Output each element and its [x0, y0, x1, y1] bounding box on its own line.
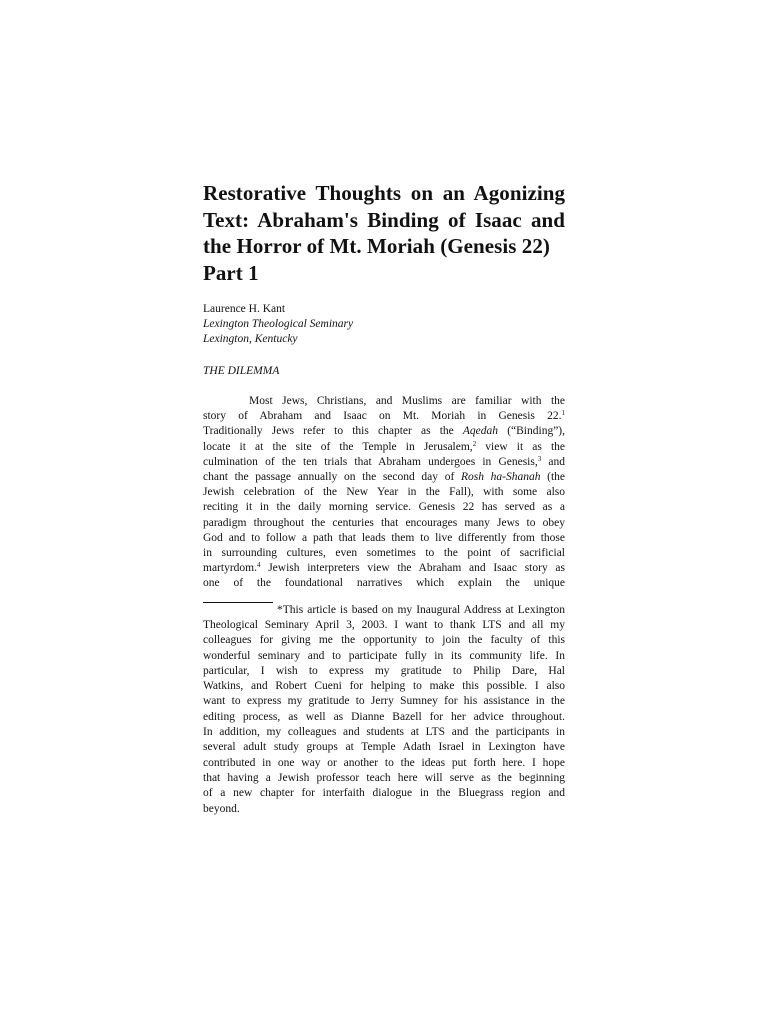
body-line: in surrounding cultures, even sometimes to the point of sacrificial [203, 547, 565, 560]
footnote-line: colleagues for giving me the opportunity to join the faculty of this [203, 634, 565, 647]
body-text-run: and [541, 455, 565, 468]
title-line: Part 1 [203, 260, 259, 285]
footnote-line: wonderful seminary and to participate fully in its community life. In [203, 649, 565, 662]
body-text-run: locate it at the site of the Temple in Jerusalem, [203, 440, 473, 453]
footnote-line: particular, I wish to express my gratitude to Philip Dare, Hal [203, 664, 565, 677]
body-line [203, 455, 565, 470]
footnote-line: beyond. [203, 802, 240, 815]
footnote-ref[interactable]: 3 [537, 454, 542, 463]
body-line: Jewish celebration of the New Year in the Fall), with some also [203, 486, 565, 499]
body-line [203, 394, 565, 409]
footnote-line: that having a Jewish professor teach here will serve as the beginning [203, 771, 565, 784]
body-line: God and to follow a path that leads them to live differently from those [203, 531, 565, 544]
footnote-line: Watkins, and Robert Cueni for helping to make this possible. I also [203, 680, 565, 693]
body-text-run: culmination of the ten trials that Abraham undergoes in Genesis, [203, 455, 538, 468]
body-line: reciting it in the daily morning service. Genesis 22 has served as a [203, 501, 565, 514]
body-line [203, 424, 565, 439]
author-name: Laurence H. Kant [203, 303, 286, 315]
body-text-run: view it as the [476, 440, 565, 453]
footnote-line: *This article is based on my Inaugural Address at Lexington [277, 603, 565, 616]
footnote-line: want to express my gratitude to Jerry Sumney for his assistance in the [203, 695, 565, 708]
footnote-line: contributed in one way or another to the ideas put forth here. I hope [203, 756, 565, 769]
body-line: paradigm throughout the centuries that encourages many Jews to obey [203, 516, 565, 529]
body-line [203, 561, 565, 576]
body-text-run: chant the passage annually on the second day of [203, 471, 461, 484]
title-line: Text: Abraham's Binding of Isaac and [203, 207, 565, 232]
body-text-run: (the [540, 471, 565, 484]
footnote-line: In addition, my colleagues and students at LTS and the participants in [203, 726, 565, 739]
body-text-run: martyrdom. [203, 562, 257, 575]
body-line: one of the foundational narratives which explain the unique [203, 577, 565, 590]
body-text-run: story of Abraham and Isaac on Mt. Moriah in Genesis 22. [203, 410, 562, 423]
body-paragraph [203, 394, 565, 592]
footnote-ref[interactable]: 1 [561, 409, 565, 418]
body-text-run: Jewish interpreters view the Abraham and Isaac story as [260, 562, 565, 575]
article-title [203, 180, 565, 286]
footnote-line: editing process, as well as Dianne Bazell for her advice throughout. [203, 710, 565, 723]
section-heading: THE DILEMMA [203, 365, 280, 377]
body-text-run: Most Jews, Christians, and Muslims are familiar with the [249, 395, 565, 407]
text-column [203, 180, 565, 817]
title-line: the Horror of Mt. Moriah (Genesis 22) [203, 234, 550, 258]
footnote-ref[interactable]: 2 [472, 439, 477, 448]
footnote-line: several adult study groups at Temple Adath Israel in Lexington have [203, 741, 565, 754]
body-text-run: (“Binding”), [498, 425, 565, 438]
author-location: Lexington, Kentucky [203, 333, 298, 345]
body-line [203, 470, 565, 485]
footnote-ref[interactable]: 4 [256, 561, 261, 570]
body-text-run: Traditionally Jews refer to this chapter as the [203, 425, 463, 438]
body-line [203, 440, 565, 455]
term-aqedah: Aqedah [462, 425, 499, 438]
footnote [203, 603, 565, 817]
title-line: Restorative Thoughts on an Agonizing [203, 181, 565, 205]
author-block [203, 302, 565, 347]
author-institution: Lexington Theological Seminary [203, 318, 354, 330]
footnote-line: of a new chapter for interfaith dialogue in the Bluegrass region and [203, 787, 565, 800]
footnote-line: Theological Seminary April 3, 2003. I want to thank LTS and all my [203, 618, 565, 631]
body-line [203, 409, 565, 424]
term-rosh-ha-shanah: Rosh ha-Shanah [460, 471, 541, 484]
